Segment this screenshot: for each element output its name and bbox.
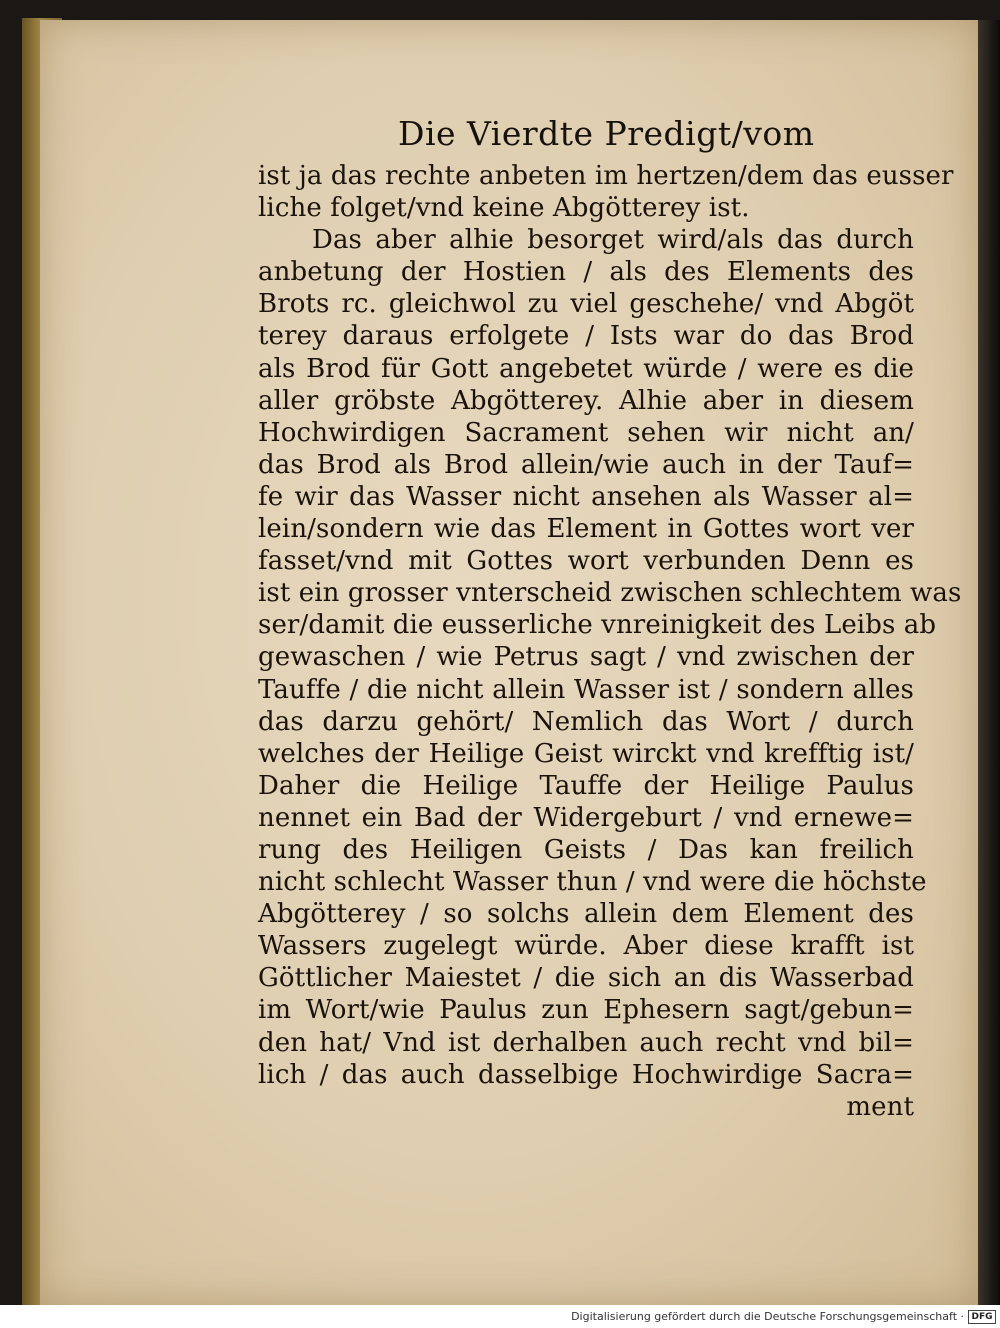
page-edge-shadow <box>978 20 1000 1305</box>
page-body-text <box>258 160 962 1123</box>
text-line: ist ja das rechte anbeten im hertzen/dem das eusser <box>258 161 954 191</box>
text-line: Tauffe / die nicht allein Wasser ist / sondern alles <box>258 674 914 705</box>
dfg-logo: DFG <box>968 1310 996 1324</box>
text-line: Brots rc. gleichwol zu viel geschehe/ vnd Abgöt <box>258 289 914 320</box>
text-line: im Wort/wie Paulus zun Ephesern sagt/gebun= <box>258 995 914 1026</box>
text-line: fe wir das Wasser nicht ansehen als Wasser al= <box>258 481 914 512</box>
catchword: ment <box>846 1091 914 1122</box>
text-line: rung des Heiligen Geists / Das kan freilich <box>258 834 914 865</box>
text-line: das Brod als Brod allein/wie auch in der Tauf= <box>258 449 914 480</box>
text-line: Daher die Heilige Tauffe der Heilige Paulus <box>258 770 914 801</box>
text-line: als Brod für Gott angebetet würde / were es die <box>258 353 914 384</box>
text-line: gewaschen / wie Petrus sagt / vnd zwischen der <box>258 642 914 673</box>
text-line: Hochwirdigen Sacrament sehen wir nicht an/ <box>258 417 914 448</box>
text-line: Abgötterey / so solchs allein dem Element des <box>258 899 914 930</box>
text-line: ist ein grosser vnterscheid zwischen schlechtem was <box>258 578 962 609</box>
text-line: lich / das auch dasselbige Hochwirdige Sacra= <box>258 1059 914 1090</box>
text-line: Das aber alhie besorget wird/als das durch <box>312 225 914 256</box>
running-head: Die Vierdte Predigt/vom <box>398 114 815 153</box>
text-line: anbetung der Hostien / als des Elements des <box>258 257 914 288</box>
funding-credit: Digitalisierung gefördert durch die Deutsche Forschungsgemeinschaft · <box>571 1310 964 1323</box>
text-line: das darzu gehört/ Nemlich das Wort / durch <box>258 706 914 737</box>
text-line: aller gröbste Abgötterey. Alhie aber in diesem <box>258 385 914 416</box>
text-line: terey daraus erfolgete / Ists war do das Brod <box>258 321 914 352</box>
footer-bar <box>0 1305 1000 1328</box>
text-line: Göttlicher Maiestet / die sich an dis Wasserbad <box>258 963 914 994</box>
text-line: Wassers zugelegt würde. Aber diese krafft ist <box>258 931 914 962</box>
text-line: liche folget/vnd keine Abgötterey ist. <box>258 193 750 224</box>
text-line: nennet ein Bad der Widergeburt / vnd ernewe= <box>258 802 914 833</box>
text-line: welches der Heilige Geist wirckt vnd krefftig ist/ <box>258 738 914 769</box>
text-line: ser/damit die eusserliche vnreinigkeit des Leibs ab <box>258 610 937 641</box>
text-line: nicht schlecht Wasser thun / vnd were die höchste <box>258 867 927 898</box>
text-line: lein/sondern wie das Element in Gottes wort ver <box>258 514 914 545</box>
text-line: fasset/vnd mit Gottes wort verbunden Denn es <box>258 546 914 577</box>
text-line: den hat/ Vnd ist derhalben auch recht vnd bil= <box>258 1027 914 1058</box>
